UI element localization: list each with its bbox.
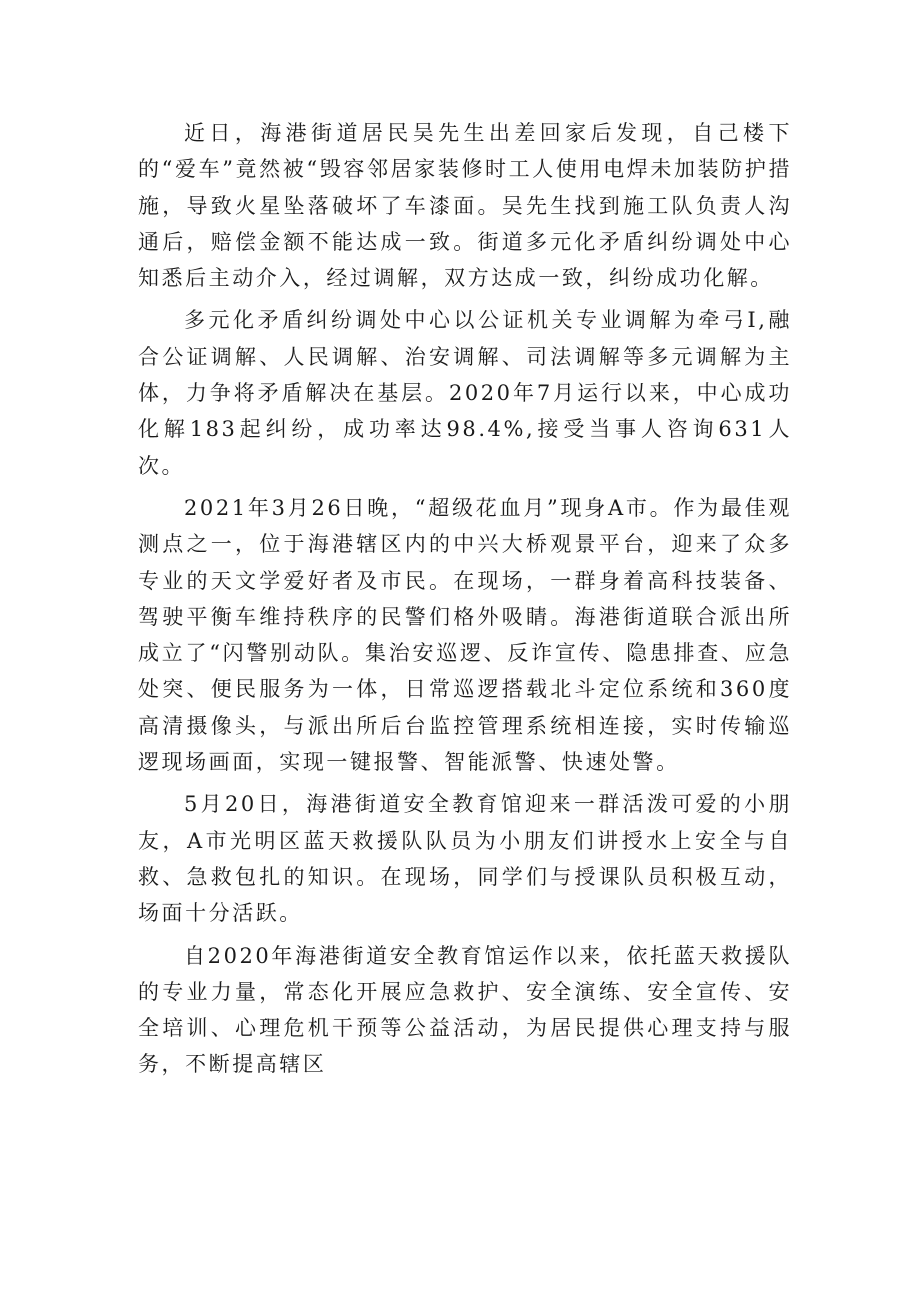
paragraph-safety-education: 5月20日，海港街道安全教育馆迎来一群活泼可爱的小朋友，A市光明区蓝天救援队队员为小朋友们讲授水上安全与自救、急救包扎的知识。在现场，同学们与授课队员积极互动，场面十分活跃。 [138,792,792,926]
paragraph-mediation-center: 多元化矛盾纠纷调处中心以公证机关专业调解为牵弓I,融合公证调解、人民调解、治安调解、司法调解等多元调解为主体，力争将矛盾解决在基层。2020年7月运行以来，中心成功化解183起纠纷，成功率达98.4%,接受当事人咨询631人次。 [138,308,792,478]
paragraph-police-patrol: 2021年3月26日晚，“超级花血月”现身A市。作为最佳观测点之一，位于海港辖区内的中兴大桥观景平台，迎来了众多专业的天文学爱好者及市民。在现场，一群身着高科技装备、驾驶平衡车维持秩序的民警们格外吸睛。海港街道联合派出所成立了“闪警别动队。集治安巡逻、反诈宣传、隐患排查、应急处突、便民服务为一体，日常巡逻搭载北斗定位系统和360度高清摄像头，与派出所后台监控管理系统相连接，实时传输巡逻现场画面，实现一键报警、智能派警、快速处警。 [138,495,792,775]
document-page [138,115,792,1089]
paragraph-dispute-case: 近日，海港街道居民吴先生出差回家后发现，自己楼下的“爱车”竟然被“毁容邻居家装修时工人使用电焊未加装防护措施，导致火星坠落破坏了车漆面。吴先生找到施工队负责人沟通后，赔偿金额不能达成一致。街道多元化矛盾纠纷调处中心知悉后主动介入，经过调解，双方达成一致，纠纷成功化解。 [138,121,792,291]
paragraph-safety-hall: 自2020年海港街道安全教育馆运作以来，依托蓝天救援队的专业力量，常态化开展应急救护、安全演练、安全宣传、安全培训、心理危机干预等公益活动，为居民提供心理支持与服务，不断提高辖区 [138,943,792,1077]
